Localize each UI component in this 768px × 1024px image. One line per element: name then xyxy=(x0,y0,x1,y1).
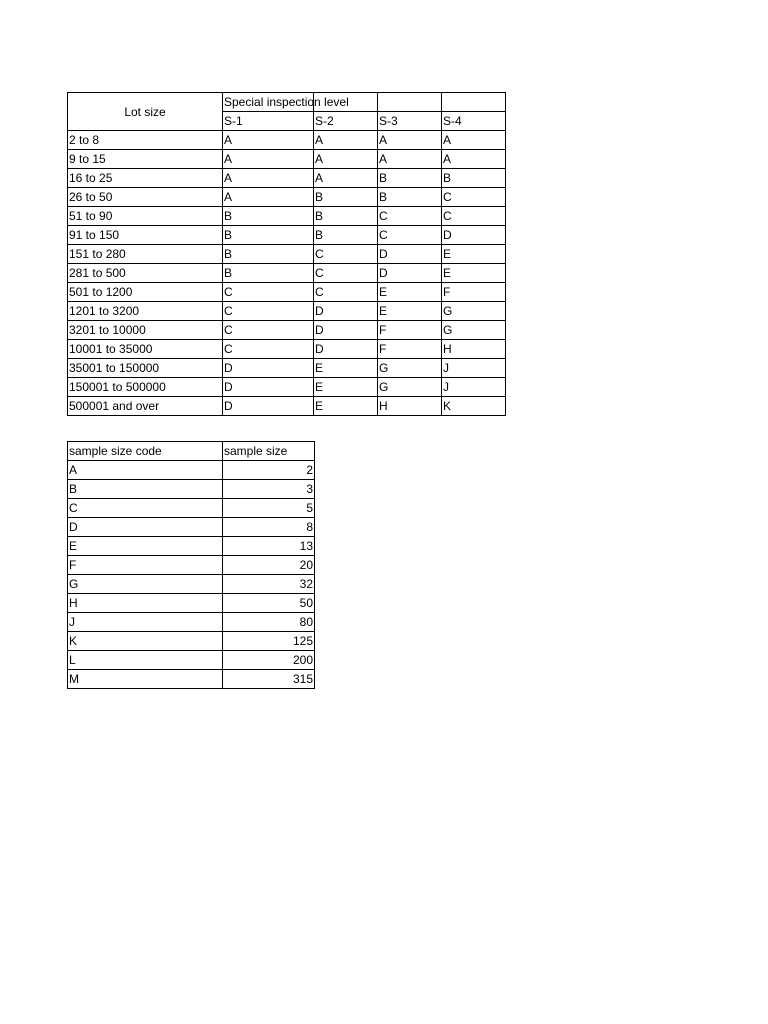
lot-size-cell[interactable]: 150001 to 500000 xyxy=(68,378,223,397)
table-row xyxy=(68,556,315,575)
level-s1-cell[interactable]: A xyxy=(223,188,314,207)
level-s1-cell[interactable]: A xyxy=(223,169,314,188)
level-s2-cell[interactable]: C xyxy=(314,283,378,302)
sample-size-cell[interactable]: 13 xyxy=(223,537,315,556)
sample-size-code-cell[interactable]: F xyxy=(68,556,223,575)
table-row xyxy=(68,461,315,480)
sample-size-cell[interactable]: 20 xyxy=(223,556,315,575)
level-s1-cell[interactable]: D xyxy=(223,397,314,416)
level-s1-cell[interactable]: A xyxy=(223,131,314,150)
table-row xyxy=(68,359,506,378)
lot-size-cell[interactable]: 26 to 50 xyxy=(68,188,223,207)
sample-size-code-cell[interactable]: G xyxy=(68,575,223,594)
level-s2-cell[interactable]: E xyxy=(314,397,378,416)
special-inspection-level-text: Special inspection level xyxy=(224,95,349,109)
level-s2-cell[interactable]: D xyxy=(314,302,378,321)
table-row xyxy=(68,575,315,594)
level-s3-cell[interactable]: F xyxy=(378,340,442,359)
level-s3-cell[interactable]: G xyxy=(378,359,442,378)
level-s1-cell[interactable]: D xyxy=(223,378,314,397)
level-s2-cell[interactable]: E xyxy=(314,359,378,378)
sample-size-code-cell[interactable]: L xyxy=(68,651,223,670)
level-s4-cell[interactable]: F xyxy=(442,283,506,302)
level-s2-header[interactable]: S-2 xyxy=(314,112,378,131)
level-s3-cell[interactable]: H xyxy=(378,397,442,416)
sample-size-cell[interactable]: 3 xyxy=(223,480,315,499)
level-s3-cell[interactable]: C xyxy=(378,207,442,226)
lot-size-table xyxy=(67,92,506,416)
sample-size-cell[interactable]: 80 xyxy=(223,613,315,632)
lot-size-cell[interactable]: 51 to 90 xyxy=(68,207,223,226)
level-s4-cell[interactable]: H xyxy=(442,340,506,359)
lot-size-table-body xyxy=(68,93,506,416)
sample-size-code-cell[interactable]: D xyxy=(68,518,223,537)
lot-size-header[interactable]: Lot size xyxy=(68,93,223,131)
table-row xyxy=(68,651,315,670)
level-s2-cell[interactable]: D xyxy=(314,340,378,359)
sample-table-header-row xyxy=(68,442,315,461)
empty-header-cell[interactable] xyxy=(378,93,442,112)
table-row xyxy=(68,378,506,397)
table-row xyxy=(68,207,506,226)
level-s3-cell[interactable]: D xyxy=(378,264,442,283)
level-s2-cell[interactable]: A xyxy=(314,131,378,150)
level-s1-cell[interactable]: C xyxy=(223,283,314,302)
sample-size-code-cell[interactable]: K xyxy=(68,632,223,651)
level-s3-cell[interactable]: A xyxy=(378,131,442,150)
table-row xyxy=(68,131,506,150)
sample-size-cell[interactable]: 2 xyxy=(223,461,315,480)
level-s2-cell[interactable]: A xyxy=(314,150,378,169)
sample-size-table xyxy=(67,441,315,689)
sample-size-code-cell[interactable]: E xyxy=(68,537,223,556)
level-s4-cell[interactable]: B xyxy=(442,169,506,188)
level-s2-cell[interactable]: B xyxy=(314,188,378,207)
level-s3-cell[interactable]: D xyxy=(378,245,442,264)
table-row xyxy=(68,537,315,556)
table-row xyxy=(68,188,506,207)
lot-size-cell[interactable]: 35001 to 150000 xyxy=(68,359,223,378)
level-s4-cell[interactable]: G xyxy=(442,302,506,321)
table-row xyxy=(68,594,315,613)
level-s1-cell[interactable]: D xyxy=(223,359,314,378)
table-row xyxy=(68,632,315,651)
sample-size-code-cell[interactable]: A xyxy=(68,461,223,480)
level-s2-cell[interactable]: C xyxy=(314,264,378,283)
level-s4-cell[interactable]: C xyxy=(442,207,506,226)
table-row xyxy=(68,264,506,283)
level-s1-cell[interactable]: A xyxy=(223,150,314,169)
lot-size-cell[interactable]: 500001 and over xyxy=(68,397,223,416)
table-row xyxy=(68,670,315,689)
table-row xyxy=(68,302,506,321)
level-s4-cell[interactable]: K xyxy=(442,397,506,416)
lot-size-cell[interactable]: 151 to 280 xyxy=(68,245,223,264)
sample-size-code-header[interactable]: sample size code xyxy=(68,442,223,461)
sample-size-table-body xyxy=(68,442,315,689)
table-row xyxy=(68,226,506,245)
sample-size-cell[interactable]: 32 xyxy=(223,575,315,594)
level-s2-cell[interactable]: B xyxy=(314,207,378,226)
level-s4-cell[interactable]: E xyxy=(442,245,506,264)
table-row xyxy=(68,283,506,302)
table-row xyxy=(68,245,506,264)
table-row xyxy=(68,340,506,359)
level-s2-cell[interactable]: E xyxy=(314,378,378,397)
level-s3-cell[interactable]: B xyxy=(378,169,442,188)
level-s4-cell[interactable]: J xyxy=(442,359,506,378)
lot-size-cell[interactable]: 16 to 25 xyxy=(68,169,223,188)
table-row xyxy=(68,321,506,340)
level-s4-cell[interactable]: J xyxy=(442,378,506,397)
level-s1-cell[interactable]: B xyxy=(223,207,314,226)
level-s2-cell[interactable]: A xyxy=(314,169,378,188)
lot-size-cell[interactable]: 1201 to 3200 xyxy=(68,302,223,321)
level-s4-cell[interactable]: A xyxy=(442,150,506,169)
sample-size-code-cell[interactable]: C xyxy=(68,499,223,518)
level-s3-cell[interactable]: A xyxy=(378,150,442,169)
level-s1-cell[interactable]: B xyxy=(223,264,314,283)
table-row xyxy=(68,397,506,416)
lot-size-cell[interactable]: 9 to 15 xyxy=(68,150,223,169)
level-s3-cell[interactable]: E xyxy=(378,302,442,321)
table-row xyxy=(68,150,506,169)
table-row xyxy=(68,169,506,188)
level-s4-cell[interactable]: D xyxy=(442,226,506,245)
level-s4-cell[interactable]: A xyxy=(442,131,506,150)
level-s4-cell[interactable]: E xyxy=(442,264,506,283)
level-s2-cell[interactable]: B xyxy=(314,226,378,245)
lot-size-cell[interactable]: 2 to 8 xyxy=(68,131,223,150)
table-row xyxy=(68,480,315,499)
sample-size-cell[interactable]: 50 xyxy=(223,594,315,613)
sample-size-code-cell[interactable]: J xyxy=(68,613,223,632)
level-s2-cell[interactable]: C xyxy=(314,245,378,264)
lot-size-cell[interactable]: 501 to 1200 xyxy=(68,283,223,302)
sample-size-code-cell[interactable]: H xyxy=(68,594,223,613)
sample-size-code-cell[interactable]: M xyxy=(68,670,223,689)
level-s3-cell[interactable]: F xyxy=(378,321,442,340)
level-s1-cell[interactable]: C xyxy=(223,340,314,359)
level-s4-cell[interactable]: G xyxy=(442,321,506,340)
level-s1-cell[interactable]: B xyxy=(223,226,314,245)
sample-size-cell[interactable]: 5 xyxy=(223,499,315,518)
level-s3-header[interactable]: S-3 xyxy=(378,112,442,131)
level-s3-cell[interactable]: B xyxy=(378,188,442,207)
sample-size-header[interactable]: sample size xyxy=(223,442,315,461)
lot-size-cell[interactable]: 91 to 150 xyxy=(68,226,223,245)
table-row xyxy=(68,613,315,632)
level-s1-cell[interactable]: C xyxy=(223,302,314,321)
sample-size-cell[interactable]: 200 xyxy=(223,651,315,670)
level-s2-cell[interactable]: D xyxy=(314,321,378,340)
empty-header-cell[interactable] xyxy=(442,93,506,112)
lot-size-cell[interactable]: 3201 to 10000 xyxy=(68,321,223,340)
level-s3-cell[interactable]: G xyxy=(378,378,442,397)
lot-table-header-row xyxy=(68,93,506,112)
table-row xyxy=(68,499,315,518)
table-row xyxy=(68,518,315,537)
level-s4-header[interactable]: S-4 xyxy=(442,112,506,131)
sample-size-cell[interactable]: 8 xyxy=(223,518,315,537)
level-s1-header[interactable]: S-1 xyxy=(223,112,314,131)
level-s3-cell[interactable]: C xyxy=(378,226,442,245)
sample-size-cell[interactable]: 125 xyxy=(223,632,315,651)
sample-size-code-cell[interactable]: B xyxy=(68,480,223,499)
level-s4-cell[interactable]: C xyxy=(442,188,506,207)
special-inspection-level-header[interactable] xyxy=(223,93,349,112)
lot-size-cell[interactable]: 10001 to 35000 xyxy=(68,340,223,359)
sample-size-cell[interactable]: 315 xyxy=(223,670,315,689)
level-s3-cell[interactable]: E xyxy=(378,283,442,302)
level-s1-cell[interactable]: C xyxy=(223,321,314,340)
lot-size-cell[interactable]: 281 to 500 xyxy=(68,264,223,283)
level-s1-cell[interactable]: B xyxy=(223,245,314,264)
